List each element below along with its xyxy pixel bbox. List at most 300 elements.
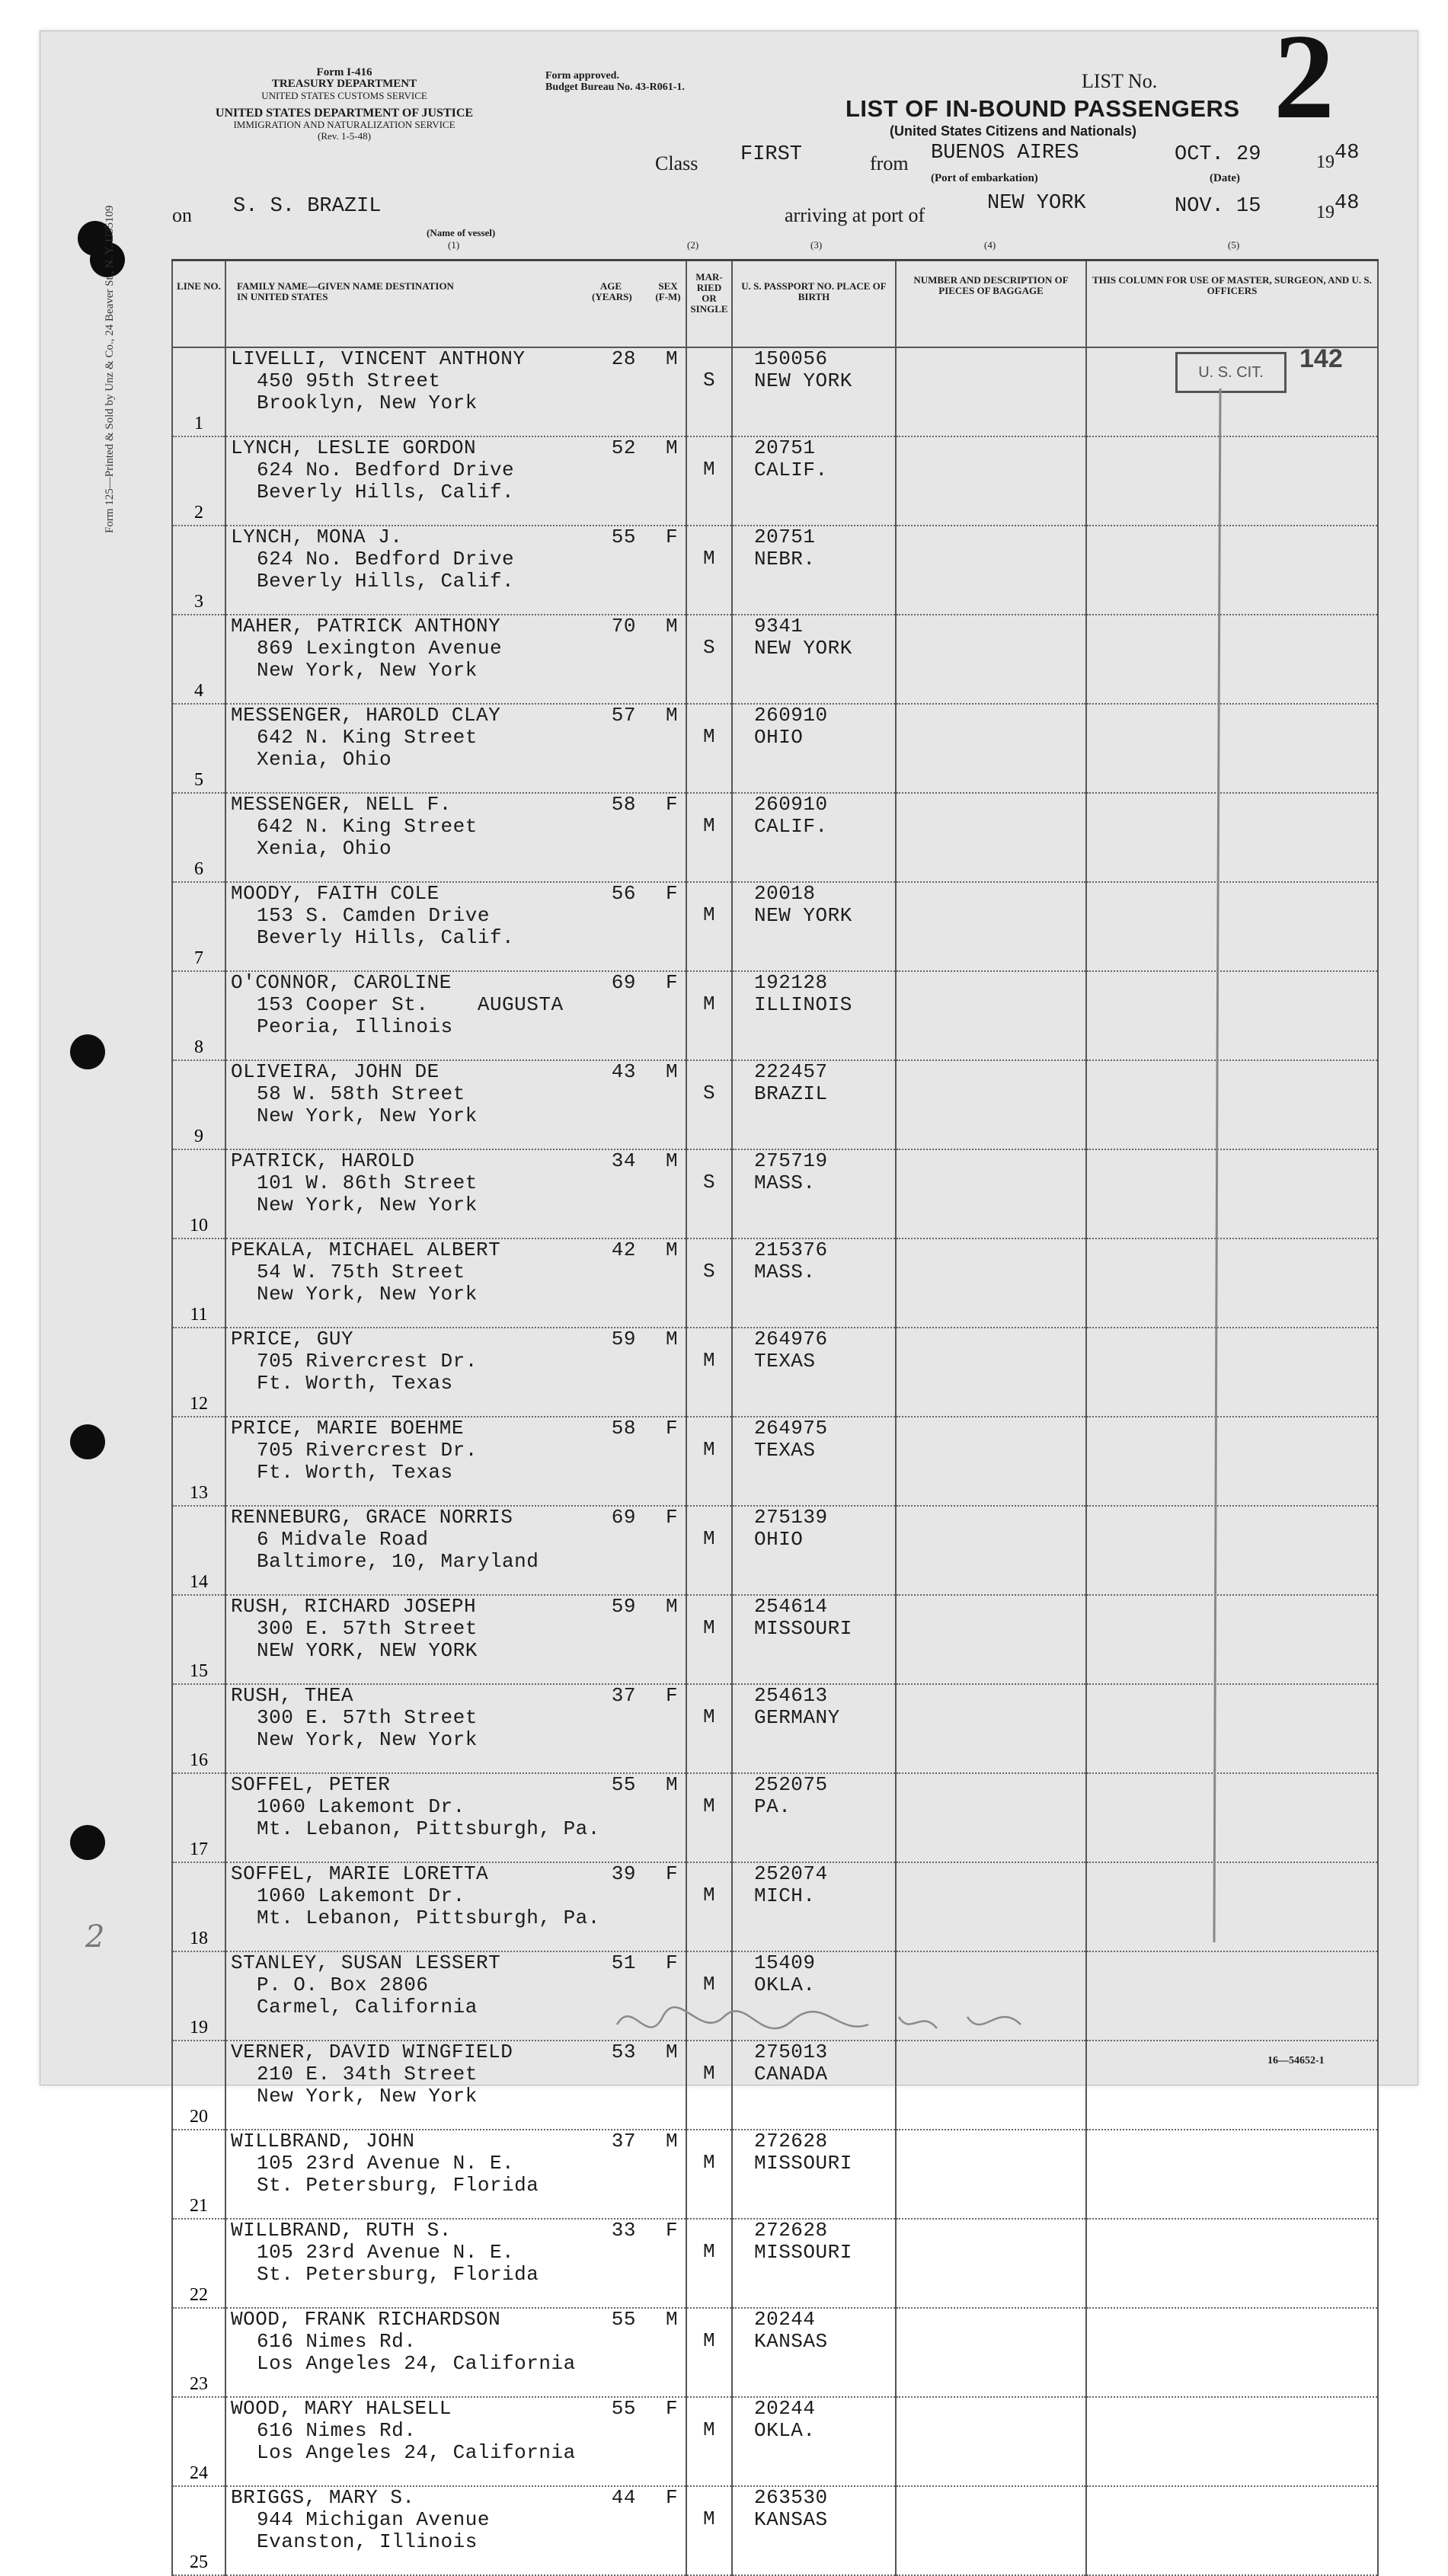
margin-note: 2 <box>85 1919 105 1954</box>
marital-status: S <box>686 1238 732 1328</box>
place-of-birth: MISSOURI <box>754 2241 852 2264</box>
passport-number: 252074 <box>754 1862 828 1885</box>
baggage-cell <box>896 1417 1086 1506</box>
baggage-cell <box>896 2308 1086 2397</box>
marital-status: S <box>686 1060 732 1149</box>
place-of-birth: PA. <box>754 1795 791 1818</box>
marital-status: M <box>686 793 732 882</box>
line-number: 24 <box>190 2463 208 2483</box>
from-label: from <box>870 152 909 174</box>
passenger-age: 42 <box>611 1238 636 1261</box>
passport-cell <box>732 704 896 793</box>
date-value: OCT. 29 <box>1175 143 1261 166</box>
baggage-cell <box>896 615 1086 704</box>
baggage-cell <box>896 1060 1086 1149</box>
officer-cell <box>1086 615 1378 704</box>
passenger-sex: F <box>665 1506 679 1529</box>
passenger-age: 58 <box>611 793 636 816</box>
address-line-2: Brooklyn, New York <box>257 392 478 414</box>
passport-number: 275013 <box>754 2041 828 2063</box>
baggage-cell <box>896 704 1086 793</box>
baggage-cell <box>896 1238 1086 1328</box>
officer-cell <box>1086 2397 1378 2486</box>
address-line-1: 105 23rd Avenue N. E. <box>257 2241 515 2264</box>
passport-cell <box>732 2219 896 2308</box>
line-number: 16 <box>190 1750 208 1770</box>
name-cell <box>225 1328 686 1417</box>
line-number-cell <box>172 2397 225 2486</box>
line-number-cell <box>172 1506 225 1595</box>
officer-cell <box>1086 1149 1378 1238</box>
name-cell <box>225 347 686 436</box>
passport-cell <box>732 615 896 704</box>
address-line-1: 869 Lexington Avenue <box>257 637 503 660</box>
line-number-cell <box>172 793 225 882</box>
col-num-4: (4) <box>984 239 996 251</box>
passenger-sex: M <box>665 1328 679 1350</box>
place-of-birth: NEW YORK <box>754 637 852 660</box>
line-number-cell <box>172 1595 225 1684</box>
name-cell <box>225 526 686 615</box>
passenger-name: LYNCH, LESLIE GORDON <box>231 436 477 459</box>
address-line-2: Baltimore, 10, Maryland <box>257 1550 539 1573</box>
passenger-sex: M <box>665 2308 679 2331</box>
place-of-birth: MISSOURI <box>754 1617 852 1640</box>
address-line-1: 1060 Lakemont Dr. <box>257 1884 465 1907</box>
name-cell <box>225 882 686 971</box>
baggage-cell <box>896 347 1086 436</box>
officer-cell <box>1086 793 1378 882</box>
name-cell <box>225 2219 686 2308</box>
line-number: 23 <box>190 2374 208 2394</box>
place-of-birth: NEW YORK <box>754 369 852 392</box>
passenger-sex: F <box>665 1684 679 1707</box>
passenger-name: MESSENGER, HAROLD CLAY <box>231 704 501 727</box>
from-value: BUENOS AIRES <box>931 142 1079 165</box>
table-row <box>172 1862 1378 1951</box>
place-of-birth: MASS. <box>754 1261 816 1283</box>
address-line-2: New York, New York <box>257 1728 478 1751</box>
place-of-birth: TEXAS <box>754 1439 816 1462</box>
name-cell <box>225 1417 686 1506</box>
col-married: MAR-RIED OR SINGLE <box>686 260 732 348</box>
col-age-label: AGE (YEARS) <box>592 280 632 302</box>
officer-cell <box>1086 436 1378 526</box>
table-row <box>172 1328 1378 1417</box>
line-number-cell <box>172 1684 225 1773</box>
passenger-sex: F <box>665 2397 679 2420</box>
passport-number: 264975 <box>754 1417 828 1440</box>
passenger-age: 55 <box>611 526 636 548</box>
passenger-age: 57 <box>611 704 636 727</box>
line-number-cell <box>172 436 225 526</box>
address-line-2: Peoria, Illinois <box>257 1015 453 1038</box>
officer-cell <box>1086 2219 1378 2308</box>
passenger-name: RUSH, RICHARD JOSEPH <box>231 1595 477 1618</box>
name-cell <box>225 2397 686 2486</box>
passenger-name: PEKALA, MICHAEL ALBERT <box>231 1238 501 1261</box>
baggage-cell <box>896 2130 1086 2219</box>
line-number: 9 <box>194 1127 203 1146</box>
passenger-age: 39 <box>611 1862 636 1885</box>
passenger-age: 55 <box>611 2308 636 2331</box>
passenger-name: LIVELLI, VINCENT ANTHONY <box>231 347 526 370</box>
line-number: 1 <box>194 414 203 433</box>
line-number: 14 <box>190 1572 208 1592</box>
form-approved: Form approved. <box>545 70 619 81</box>
name-cell <box>225 2486 686 2575</box>
passport-number: 20751 <box>754 526 816 548</box>
passport-cell <box>732 1417 896 1506</box>
treasury-label: TREASURY DEPARTMENT <box>271 78 417 90</box>
table-row <box>172 2397 1378 2486</box>
passenger-age: 37 <box>611 2130 636 2153</box>
officer-cell <box>1086 2130 1378 2219</box>
table-row <box>172 2486 1378 2575</box>
passport-number: 222457 <box>754 1060 828 1083</box>
passenger-sex: M <box>665 1060 679 1083</box>
passport-cell <box>732 1506 896 1595</box>
budget-bureau: Budget Bureau No. 43-R061-1. <box>545 81 685 93</box>
passenger-name: OLIVEIRA, JOHN DE <box>231 1060 440 1083</box>
line-number-cell <box>172 2308 225 2397</box>
list-no-label: LIST No. <box>1082 70 1158 92</box>
officer-pencil-line <box>1211 388 1229 1950</box>
name-cell <box>225 2308 686 2397</box>
passport-cell <box>732 971 896 1060</box>
passport-number: 252075 <box>754 1773 828 1796</box>
col-name-label: FAMILY NAME—GIVEN NAME DESTINATION IN UNITED STATES <box>237 280 454 302</box>
marital-status: M <box>686 1328 732 1417</box>
passenger-sex: F <box>665 793 679 816</box>
name-cell <box>225 971 686 1060</box>
table-row <box>172 2308 1378 2397</box>
officer-cell <box>1086 971 1378 1060</box>
baggage-cell <box>896 1328 1086 1417</box>
table-row <box>172 1595 1378 1684</box>
table-row <box>172 1506 1378 1595</box>
address-line-2: Evanston, Illinois <box>257 2530 478 2553</box>
line-number: 3 <box>194 592 203 612</box>
passenger-sex: F <box>665 2219 679 2242</box>
place-of-birth: NEW YORK <box>754 904 852 927</box>
address-line-1: 101 W. 86th Street <box>257 1171 478 1194</box>
baggage-cell <box>896 2219 1086 2308</box>
col-num-5: (5) <box>1228 239 1240 251</box>
line-number-cell <box>172 2041 225 2130</box>
passenger-sex: M <box>665 2130 679 2153</box>
line-number: 15 <box>190 1661 208 1681</box>
line-number-cell <box>172 2219 225 2308</box>
place-of-birth: TEXAS <box>754 1350 816 1373</box>
passenger-sex: M <box>665 1773 679 1796</box>
passenger-age: 69 <box>611 971 636 994</box>
us-citizen-stamp: U. S. CIT. <box>1175 352 1287 393</box>
line-number: 10 <box>190 1216 208 1235</box>
passenger-sex: M <box>665 2041 679 2063</box>
address-line-1: 210 E. 34th Street <box>257 2063 478 2085</box>
line-number-cell <box>172 971 225 1060</box>
officer-cell <box>1086 1238 1378 1328</box>
officer-count-annotation: 142 <box>1299 344 1343 373</box>
passenger-name: MESSENGER, NELL F. <box>231 793 452 816</box>
baggage-cell <box>896 2486 1086 2575</box>
passenger-name: SOFFEL, MARIE LORETTA <box>231 1862 489 1885</box>
name-cell <box>225 436 686 526</box>
line-number: 4 <box>194 681 203 701</box>
marital-status: M <box>686 2486 732 2575</box>
passport-number: 272628 <box>754 2219 828 2242</box>
passport-cell <box>732 1238 896 1328</box>
line-number: 13 <box>190 1483 208 1503</box>
passport-cell <box>732 526 896 615</box>
passenger-sex: M <box>665 1595 679 1618</box>
line-number: 12 <box>190 1394 208 1414</box>
address-line-1: 300 E. 57th Street <box>257 1706 478 1729</box>
passport-number: 264976 <box>754 1328 828 1350</box>
col-passport: U. S. PASSPORT NO. PLACE OF BIRTH <box>732 260 896 348</box>
embark-caption: (Port of embarkation) <box>931 172 1038 184</box>
name-cell <box>225 1595 686 1684</box>
address-line-1: 58 W. 58th Street <box>257 1082 465 1105</box>
place-of-birth: OKLA. <box>754 1974 816 1996</box>
passport-number: 20244 <box>754 2397 816 2420</box>
marital-status: M <box>686 1951 732 2041</box>
date-caption: (Date) <box>1210 172 1240 184</box>
marital-status: M <box>686 882 732 971</box>
passenger-name: O'CONNOR, CAROLINE <box>231 971 452 994</box>
officer-cell <box>1086 1951 1378 2041</box>
name-cell <box>225 793 686 882</box>
printer-side-text: Form 125—Printed & Sold by Unz & Co., 24 Beaver St., N. Y. U35109 <box>104 205 116 533</box>
address-line-2: Xenia, Ohio <box>257 837 392 860</box>
table-row <box>172 1149 1378 1238</box>
passenger-name: RUSH, THEA <box>231 1684 354 1707</box>
name-cell <box>225 704 686 793</box>
marital-status: M <box>686 1773 732 1862</box>
line-number: 2 <box>194 503 203 523</box>
passport-number: 15409 <box>754 1951 816 1974</box>
customs-label: UNITED STATES CUSTOMS SERVICE <box>261 90 427 101</box>
place-of-birth: CALIF. <box>754 459 828 481</box>
officer-cell <box>1086 2308 1378 2397</box>
marital-status: S <box>686 1149 732 1238</box>
line-number: 11 <box>190 1305 208 1325</box>
officer-cell <box>1086 704 1378 793</box>
officer-cell <box>1086 1506 1378 1595</box>
officer-cell <box>1086 2486 1378 2575</box>
table-row <box>172 971 1378 1060</box>
marital-status: S <box>686 615 732 704</box>
address-line-2: Xenia, Ohio <box>257 748 392 771</box>
address-line-2: Beverly Hills, Calif. <box>257 570 515 593</box>
baggage-cell <box>896 793 1086 882</box>
marital-status: M <box>686 1595 732 1684</box>
page-title: LIST OF IN-BOUND PASSENGERS <box>845 95 1240 122</box>
line-number-cell <box>172 1060 225 1149</box>
passport-cell <box>732 2486 896 2575</box>
line-number-cell <box>172 2130 225 2219</box>
baggage-cell <box>896 882 1086 971</box>
revision-label: (Rev. 1-5-48) <box>318 130 371 142</box>
passport-number: 275719 <box>754 1149 828 1172</box>
passenger-age: 55 <box>611 1773 636 1796</box>
list-no-value: 2 <box>1274 8 1335 144</box>
col-line-no: LINE NO. <box>172 260 225 348</box>
name-cell <box>225 1238 686 1328</box>
passenger-sex: F <box>665 1417 679 1440</box>
passport-number: 150056 <box>754 347 828 370</box>
passport-number: 20244 <box>754 2308 816 2331</box>
line-number: 22 <box>190 2285 208 2305</box>
address-line-1: 642 N. King Street <box>257 726 478 749</box>
class-value: FIRST <box>740 143 803 166</box>
passport-number: 272628 <box>754 2130 828 2153</box>
address-line-2: Carmel, California <box>257 1996 478 2018</box>
arrival-port: NEW YORK <box>987 192 1086 215</box>
passenger-sex: M <box>665 1149 679 1172</box>
address-line-2: Mt. Lebanon, Pittsburgh, Pa. <box>257 1817 600 1840</box>
address-line-2: New York, New York <box>257 1194 478 1216</box>
passport-cell <box>732 347 896 436</box>
baggage-cell <box>896 1862 1086 1951</box>
passport-number: 260910 <box>754 793 828 816</box>
passenger-name: MAHER, PATRICK ANTHONY <box>231 615 501 638</box>
baggage-cell <box>896 1595 1086 1684</box>
class-label: Class <box>655 152 698 174</box>
year-prefix: 19 <box>1316 152 1335 172</box>
marital-status: M <box>686 436 732 526</box>
passport-number: 275139 <box>754 1506 828 1529</box>
line-number: 25 <box>190 2552 208 2572</box>
table-row <box>172 1060 1378 1149</box>
table-row <box>172 704 1378 793</box>
officer-cell <box>1086 1595 1378 1684</box>
passport-number: 215376 <box>754 1238 828 1261</box>
passport-number: 254614 <box>754 1595 828 1618</box>
line-number: 6 <box>194 859 203 879</box>
page-subtitle: (United States Citizens and Nationals) <box>890 123 1137 139</box>
passenger-age: 51 <box>611 1951 636 1974</box>
line-number-cell <box>172 1951 225 2041</box>
passenger-sex: F <box>665 1951 679 1974</box>
passenger-name: WILLBRAND, JOHN <box>231 2130 415 2153</box>
marital-status: M <box>686 971 732 1060</box>
table-row <box>172 882 1378 971</box>
address-line-1: 944 Michigan Avenue <box>257 2508 490 2531</box>
passenger-name: PRICE, GUY <box>231 1328 354 1350</box>
passenger-age: 70 <box>611 615 636 638</box>
col-num-3: (3) <box>810 239 823 251</box>
table-row <box>172 1238 1378 1328</box>
passenger-age: 44 <box>611 2486 636 2509</box>
line-number-cell <box>172 1773 225 1862</box>
passenger-age: 52 <box>611 436 636 459</box>
name-cell <box>225 1862 686 1951</box>
passport-cell <box>732 1595 896 1684</box>
marital-status: M <box>686 2397 732 2486</box>
address-line-2: Los Angeles 24, California <box>257 2441 576 2464</box>
passenger-name: LYNCH, MONA J. <box>231 526 403 548</box>
line-number: 18 <box>190 1929 208 1948</box>
passenger-age: 33 <box>611 2219 636 2242</box>
line-number-cell <box>172 347 225 436</box>
table-row <box>172 1417 1378 1506</box>
line-number: 20 <box>190 2107 208 2127</box>
marital-status: M <box>686 1506 732 1595</box>
marital-status: M <box>686 526 732 615</box>
address-line-1: 642 N. King Street <box>257 815 478 838</box>
address-line-1: 153 Cooper St. AUGUSTA <box>257 993 564 1016</box>
passenger-name: MOODY, FAITH COLE <box>231 882 440 905</box>
officer-cell <box>1086 526 1378 615</box>
passport-number: 260910 <box>754 704 828 727</box>
passport-cell <box>732 2130 896 2219</box>
approval-block <box>545 70 685 93</box>
baggage-cell <box>896 1506 1086 1595</box>
table-row <box>172 793 1378 882</box>
table-row <box>172 615 1378 704</box>
passenger-sex: F <box>665 2486 679 2509</box>
address-line-2: Ft. Worth, Texas <box>257 1372 453 1395</box>
passport-cell <box>732 1328 896 1417</box>
address-line-1: 616 Nimes Rd. <box>257 2330 417 2353</box>
passport-cell <box>732 1684 896 1773</box>
place-of-birth: OHIO <box>754 726 804 749</box>
baggage-cell <box>896 1684 1086 1773</box>
passenger-name: PRICE, MARIE BOEHME <box>231 1417 464 1440</box>
footer-code: 16—54652-1 <box>1267 2055 1325 2066</box>
arriving-label: arriving at port of <box>785 204 925 226</box>
place-of-birth: NEBR. <box>754 548 816 570</box>
address-line-1: 624 No. Bedford Drive <box>257 548 515 570</box>
table-row <box>172 2219 1378 2308</box>
passenger-name: PATRICK, HAROLD <box>231 1149 415 1172</box>
on-label: on <box>172 204 192 226</box>
col-officers: THIS COLUMN FOR USE OF MASTER, SURGEON, AND U. S. OFFICERS <box>1086 260 1378 348</box>
passport-cell <box>732 882 896 971</box>
address-line-1: 300 E. 57th Street <box>257 1617 478 1640</box>
marital-status: M <box>686 2041 732 2130</box>
passport-cell <box>732 1149 896 1238</box>
place-of-birth: GERMANY <box>754 1706 840 1729</box>
passenger-name: VERNER, DAVID WINGFIELD <box>231 2041 513 2063</box>
passport-cell <box>732 1773 896 1862</box>
passenger-sex: M <box>665 1238 679 1261</box>
marital-status: M <box>686 1862 732 1951</box>
place-of-birth: CANADA <box>754 2063 828 2085</box>
passenger-table <box>171 259 1379 2576</box>
col-name <box>225 260 686 348</box>
passenger-name: WOOD, MARY HALSELL <box>231 2397 452 2420</box>
punch-hole <box>70 1034 105 1069</box>
punch-hole <box>70 1825 105 1860</box>
line-number-cell <box>172 1417 225 1506</box>
baggage-cell <box>896 1149 1086 1238</box>
passenger-age: 59 <box>611 1595 636 1618</box>
address-line-1: 6 Midvale Road <box>257 1528 429 1551</box>
punch-hole <box>70 1424 105 1459</box>
address-line-1: 624 No. Bedford Drive <box>257 459 515 481</box>
passenger-sex: M <box>665 347 679 370</box>
address-line-2: Ft. Worth, Texas <box>257 1461 453 1484</box>
place-of-birth: CALIF. <box>754 815 828 838</box>
line-number-cell <box>172 882 225 971</box>
passenger-age: 59 <box>611 1328 636 1350</box>
arrival-date: NOV. 15 <box>1175 195 1261 218</box>
address-line-1: P. O. Box 2806 <box>257 1974 429 1996</box>
line-number: 8 <box>194 1037 203 1057</box>
